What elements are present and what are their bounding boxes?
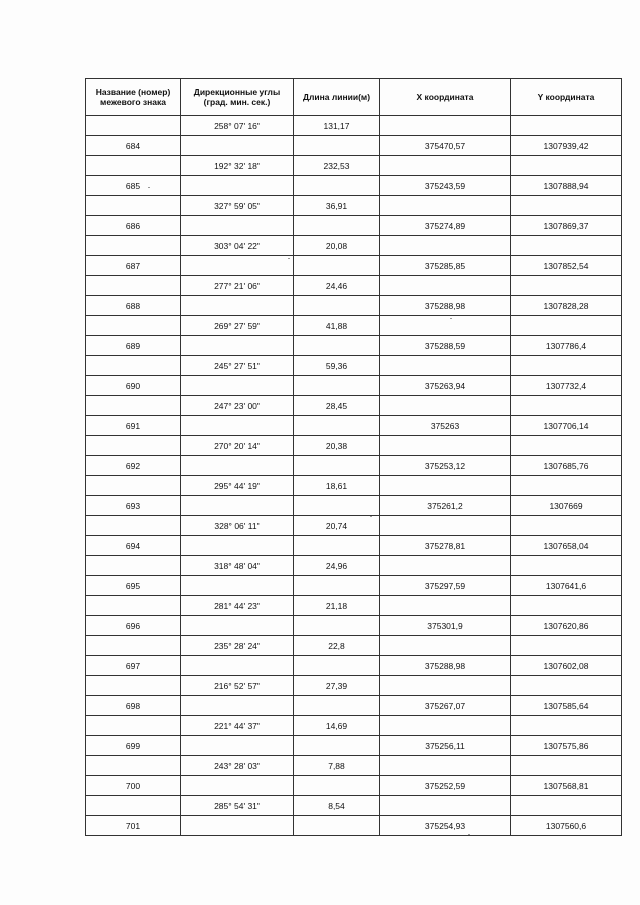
x-coordinate-cell: 375288,59 [380,336,511,356]
marker-name-cell: 694 [86,536,181,556]
point-row [86,736,622,756]
empty-cell [86,276,181,296]
empty-cell [86,596,181,616]
empty-cell [380,316,511,336]
segment-row [86,476,622,496]
direction-angle-cell: 318° 48' 04" [181,556,294,576]
segment-row [86,236,622,256]
marker-name-cell: 693 [86,496,181,516]
x-coordinate-cell: 375267,07 [380,696,511,716]
empty-cell [86,236,181,256]
marker-name-cell: 695 [86,576,181,596]
segment-row [86,436,622,456]
x-coordinate-cell: 375301,9 [380,616,511,636]
segment-row [86,196,622,216]
empty-cell [86,796,181,816]
y-coordinate-cell: 1307828,28 [511,296,622,316]
empty-cell [511,476,622,496]
y-coordinate-cell: 1307568,81 [511,776,622,796]
empty-cell [511,636,622,656]
segment-row [86,556,622,576]
empty-cell [86,756,181,776]
empty-cell [511,516,622,536]
empty-cell [181,456,294,476]
marker-name-cell: 696 [86,616,181,636]
direction-angle-cell: 269° 27' 59" [181,316,294,336]
header-direction-angle: Дирекционные углы (град. мин. сек.) [181,79,294,116]
scan-speck [288,258,290,259]
segment-row [86,516,622,536]
empty-cell [294,136,380,156]
table-body [86,116,622,836]
empty-cell [511,716,622,736]
empty-cell [181,336,294,356]
segment-row [86,116,622,136]
direction-angle-cell: 247° 23' 00" [181,396,294,416]
line-length-cell: 59,36 [294,356,380,376]
direction-angle-cell: 295° 44' 19" [181,476,294,496]
point-row [86,816,622,836]
point-row [86,376,622,396]
direction-angle-cell: 303° 04' 22" [181,236,294,256]
direction-angle-cell: 245° 27' 51" [181,356,294,376]
scan-speck [370,516,372,517]
empty-cell [86,156,181,176]
empty-cell [181,256,294,276]
line-length-cell: 131,17 [294,116,380,136]
line-length-cell: 24,96 [294,556,380,576]
empty-cell [511,796,622,816]
marker-name-cell: 688 [86,296,181,316]
scan-speck [468,834,470,835]
empty-cell [511,556,622,576]
marker-name-cell: 685 [86,176,181,196]
empty-cell [181,696,294,716]
direction-angle-cell: 235° 28' 24" [181,636,294,656]
empty-cell [294,296,380,316]
line-length-cell: 36,91 [294,196,380,216]
empty-cell [181,176,294,196]
line-length-cell: 28,45 [294,396,380,416]
y-coordinate-cell: 1307669 [511,496,622,516]
x-coordinate-cell: 375278,81 [380,536,511,556]
empty-cell [181,296,294,316]
line-length-cell: 8,54 [294,796,380,816]
x-coordinate-cell: 375256,11 [380,736,511,756]
point-row [86,776,622,796]
line-length-cell: 232,53 [294,156,380,176]
segment-row [86,636,622,656]
direction-angle-cell: 277° 21' 06" [181,276,294,296]
empty-cell [380,396,511,416]
empty-cell [86,636,181,656]
empty-cell [86,556,181,576]
segment-row [86,676,622,696]
empty-cell [511,276,622,296]
empty-cell [380,476,511,496]
empty-cell [181,416,294,436]
header-x-coordinate: X координата [380,79,511,116]
empty-cell [511,596,622,616]
segment-row [86,396,622,416]
marker-name-cell: 687 [86,256,181,276]
empty-cell [380,796,511,816]
empty-cell [294,496,380,516]
direction-angle-cell: 327° 59' 05" [181,196,294,216]
direction-angle-cell: 285° 54' 31" [181,796,294,816]
x-coordinate-cell: 375470,57 [380,136,511,156]
header-marker-name: Название (номер) межевого знака [86,79,181,116]
x-coordinate-cell: 375261,2 [380,496,511,516]
empty-cell [511,676,622,696]
empty-cell [294,776,380,796]
line-length-cell: 27,39 [294,676,380,696]
direction-angle-cell: 328° 06' 11" [181,516,294,536]
empty-cell [294,336,380,356]
y-coordinate-cell: 1307685,76 [511,456,622,476]
marker-name-cell: 686 [86,216,181,236]
empty-cell [380,156,511,176]
scan-speck [148,187,150,188]
y-coordinate-cell: 1307732,4 [511,376,622,396]
empty-cell [294,376,380,396]
x-coordinate-cell: 375288,98 [380,296,511,316]
segment-row [86,716,622,736]
x-coordinate-cell: 375288,98 [380,656,511,676]
line-length-cell: 7,88 [294,756,380,776]
y-coordinate-cell: 1307620,86 [511,616,622,636]
point-row [86,416,622,436]
point-row [86,696,622,716]
y-coordinate-cell: 1307641,6 [511,576,622,596]
segment-row [86,356,622,376]
empty-cell [511,396,622,416]
empty-cell [86,396,181,416]
empty-cell [511,756,622,776]
x-coordinate-cell: 375252,59 [380,776,511,796]
empty-cell [86,676,181,696]
empty-cell [86,116,181,136]
empty-cell [294,816,380,836]
empty-cell [181,816,294,836]
empty-cell [294,616,380,636]
x-coordinate-cell: 375274,89 [380,216,511,236]
point-row [86,656,622,676]
empty-cell [181,136,294,156]
y-coordinate-cell: 1307852,54 [511,256,622,276]
point-row [86,256,622,276]
empty-cell [380,676,511,696]
direction-angle-cell: 258° 07' 16" [181,116,294,136]
marker-name-cell: 699 [86,736,181,756]
empty-cell [511,356,622,376]
boundary-coordinates-table [85,78,622,836]
empty-cell [181,216,294,236]
direction-angle-cell: 216° 52' 57" [181,676,294,696]
empty-cell [380,436,511,456]
segment-row [86,756,622,776]
line-length-cell: 20,08 [294,236,380,256]
line-length-cell: 24,46 [294,276,380,296]
empty-cell [380,116,511,136]
empty-cell [294,536,380,556]
line-length-cell: 21,18 [294,596,380,616]
empty-cell [294,456,380,476]
empty-cell [380,236,511,256]
line-length-cell: 18,61 [294,476,380,496]
line-length-cell: 41,88 [294,316,380,336]
empty-cell [86,196,181,216]
empty-cell [86,436,181,456]
marker-name-cell: 684 [86,136,181,156]
empty-cell [511,156,622,176]
point-row [86,576,622,596]
x-coordinate-cell: 375243,59 [380,176,511,196]
empty-cell [181,536,294,556]
marker-name-cell: 698 [86,696,181,716]
segment-row [86,276,622,296]
marker-name-cell: 692 [86,456,181,476]
empty-cell [181,736,294,756]
empty-cell [511,236,622,256]
scan-speck [450,318,452,319]
empty-cell [380,276,511,296]
empty-cell [181,496,294,516]
header-y-coordinate: Y координата [511,79,622,116]
line-length-cell: 22,8 [294,636,380,656]
x-coordinate-cell: 375285,85 [380,256,511,276]
empty-cell [86,476,181,496]
empty-cell [380,716,511,736]
point-row [86,536,622,556]
empty-cell [511,116,622,136]
direction-angle-cell: 243° 28' 03" [181,756,294,776]
empty-cell [181,376,294,396]
line-length-cell: 20,74 [294,516,380,536]
empty-cell [511,196,622,216]
x-coordinate-cell: 375297,59 [380,576,511,596]
y-coordinate-cell: 1307786,4 [511,336,622,356]
point-row [86,216,622,236]
empty-cell [380,516,511,536]
marker-name-cell: 700 [86,776,181,796]
empty-cell [380,756,511,776]
point-row [86,136,622,156]
y-coordinate-cell: 1307575,86 [511,736,622,756]
point-row [86,456,622,476]
table-header-row [86,79,622,116]
x-coordinate-cell: 375253,12 [380,456,511,476]
empty-cell [294,576,380,596]
direction-angle-cell: 221° 44' 37" [181,716,294,736]
x-coordinate-cell: 375263,94 [380,376,511,396]
empty-cell [511,436,622,456]
marker-name-cell: 697 [86,656,181,676]
empty-cell [380,356,511,376]
line-length-cell: 14,69 [294,716,380,736]
y-coordinate-cell: 1307888,94 [511,176,622,196]
empty-cell [380,636,511,656]
empty-cell [294,176,380,196]
empty-cell [511,316,622,336]
direction-angle-cell: 281° 44' 23" [181,596,294,616]
y-coordinate-cell: 1307658,04 [511,536,622,556]
segment-row [86,156,622,176]
marker-name-cell: 701 [86,816,181,836]
point-row [86,296,622,316]
segment-row [86,316,622,336]
empty-cell [181,776,294,796]
x-coordinate-cell: 375254,93 [380,816,511,836]
empty-cell [294,696,380,716]
y-coordinate-cell: 1307560,6 [511,816,622,836]
empty-cell [294,256,380,276]
empty-cell [294,416,380,436]
empty-cell [181,576,294,596]
empty-cell [294,736,380,756]
empty-cell [380,556,511,576]
y-coordinate-cell: 1307706,14 [511,416,622,436]
x-coordinate-cell: 375263 [380,416,511,436]
direction-angle-cell: 192° 32' 18" [181,156,294,176]
empty-cell [294,216,380,236]
point-row [86,176,622,196]
empty-cell [181,656,294,676]
empty-cell [86,716,181,736]
point-row [86,336,622,356]
empty-cell [294,656,380,676]
y-coordinate-cell: 1307869,37 [511,216,622,236]
point-row [86,496,622,516]
empty-cell [86,516,181,536]
segment-row [86,796,622,816]
empty-cell [181,616,294,636]
y-coordinate-cell: 1307602,08 [511,656,622,676]
marker-name-cell: 690 [86,376,181,396]
line-length-cell: 20,38 [294,436,380,456]
header-line-length: Длина линии(м) [294,79,380,116]
marker-name-cell: 691 [86,416,181,436]
marker-name-cell: 689 [86,336,181,356]
point-row [86,616,622,636]
y-coordinate-cell: 1307585,64 [511,696,622,716]
empty-cell [86,356,181,376]
segment-row [86,596,622,616]
empty-cell [380,596,511,616]
empty-cell [380,196,511,216]
y-coordinate-cell: 1307939,42 [511,136,622,156]
direction-angle-cell: 270° 20' 14" [181,436,294,456]
empty-cell [86,316,181,336]
